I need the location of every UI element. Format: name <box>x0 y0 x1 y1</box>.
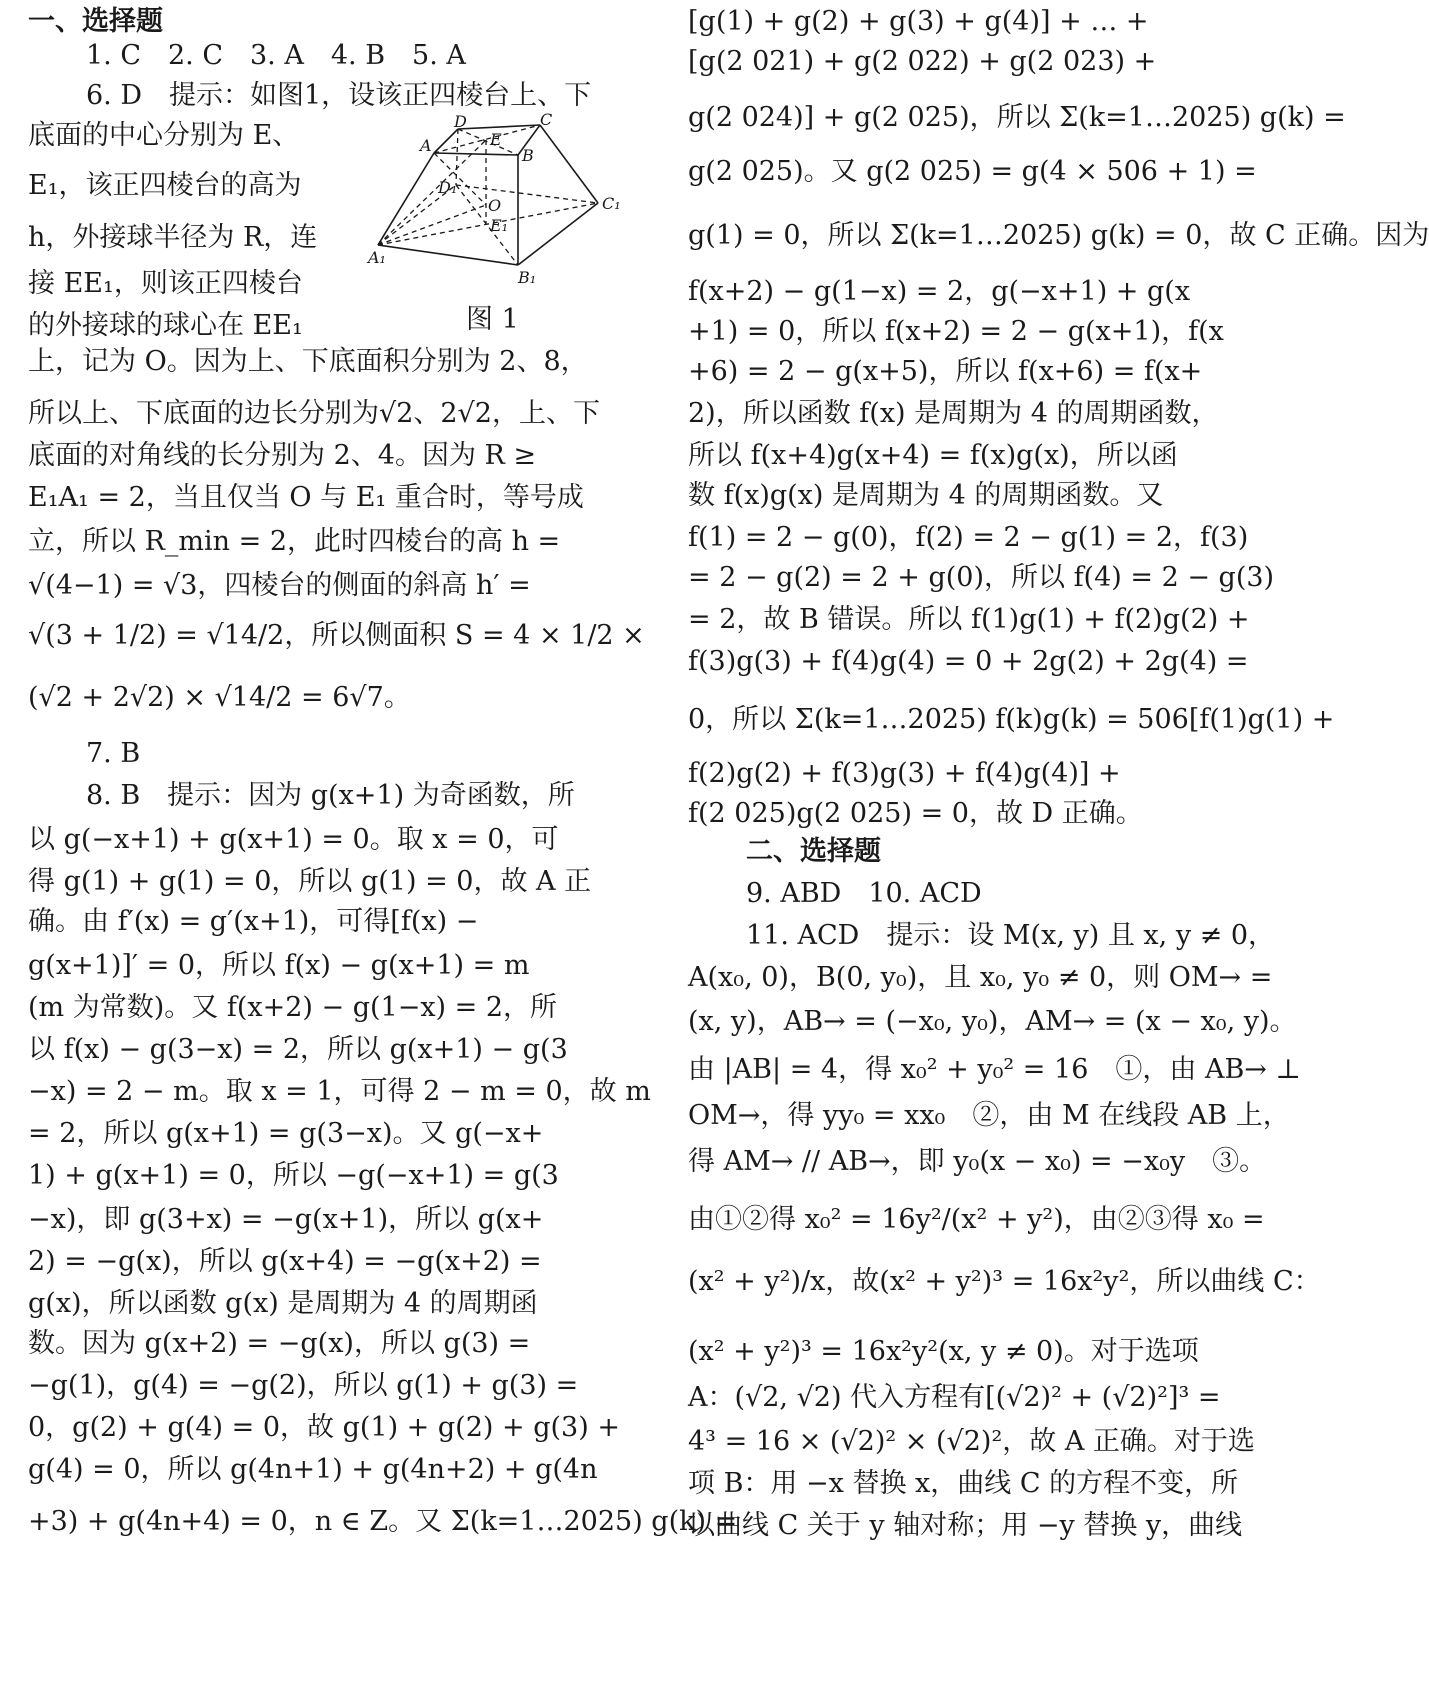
text-line: +1) = 0，所以 f(x+2) = 2 − g(x+1)，f(x <box>688 316 1224 347</box>
text-line: 11. ACD 提示：设 M(x, y) 且 x, y ≠ 0， <box>746 920 1276 951</box>
text-line: f(3)g(3) + f(4)g(4) = 0 + 2g(2) + 2g(4) = <box>688 646 1249 677</box>
section-heading: 二、选择题 <box>746 836 881 867</box>
vertex-label: E₁ <box>490 216 509 235</box>
section-heading: 一、选择题 <box>28 6 163 37</box>
text-line: 立，所以 R_min = 2，此时四棱台的高 h = <box>28 526 561 557</box>
text-line: E₁，该正四棱台的高为 <box>28 170 302 201</box>
text-line: 所以 f(x+4)g(x+4) = f(x)g(x)，所以函 <box>688 440 1178 471</box>
text-line: (x² + y²)³ = 16x²y²(x, y ≠ 0)。对于选项 <box>688 1336 1199 1367</box>
text-line: 0，g(2) + g(4) = 0，故 g(1) + g(2) + g(3) + <box>28 1412 620 1443</box>
text-line: [g(1) + g(2) + g(3) + g(4)] + … + <box>688 6 1149 37</box>
text-line: 数。因为 g(x+2) = −g(x)，所以 g(3) = <box>28 1328 531 1359</box>
text-line: 以 g(−x+1) + g(x+1) = 0。取 x = 0，可 <box>28 824 559 855</box>
vertex-label: D₁ <box>438 178 458 197</box>
text-line: 2)，所以函数 f(x) 是周期为 4 的周期函数， <box>688 398 1219 429</box>
text-line: E₁A₁ = 2，当且仅当 O 与 E₁ 重合时，等号成 <box>28 482 584 513</box>
text-line: g(2 024)] + g(2 025)，所以 Σ(k=1…2025) g(k) = <box>688 102 1346 133</box>
text-line: 以 f(x) − g(3−x) = 2，所以 g(x+1) − g(3 <box>28 1034 568 1065</box>
text-line: 所以上、下底面的边长分别为√2、2√2，上、下 <box>28 398 600 429</box>
text-line: f(x+2) − g(1−x) = 2，g(−x+1) + g(x <box>688 276 1191 307</box>
text-line: (x² + y²)/x，故(x² + y²)³ = 16x²y²，所以曲线 C： <box>688 1266 1321 1297</box>
text-line: 4³ = 16 × (√2)² × (√2)²，故 A 正确。对于选 <box>688 1426 1255 1457</box>
text-line: 2) = −g(x)，所以 g(x+4) = −g(x+2) = <box>28 1246 542 1277</box>
text-line: f(1) = 2 − g(0)，f(2) = 2 − g(1) = 2，f(3) <box>688 522 1249 553</box>
text-line: 数 f(x)g(x) 是周期为 4 的周期函数。又 <box>688 480 1164 511</box>
text-line: 由 |AB| = 4，得 x₀² + y₀² = 16 ①，由 AB→ ⊥ <box>688 1054 1301 1085</box>
text-line: OM→，得 yy₀ = xx₀ ②，由 M 在线段 AB 上， <box>688 1100 1290 1131</box>
text-line: √(4−1) = √3，四棱台的侧面的斜高 h′ = <box>28 570 531 601</box>
text-line: 8. B 提示：因为 g(x+1) 为奇函数，所 <box>86 780 575 811</box>
text-line: 9. ABD 10. ACD <box>746 878 982 909</box>
text-line: 0，所以 Σ(k=1…2025) f(k)g(k) = 506[f(1)g(1) + <box>688 704 1335 735</box>
text-line: h，外接球半径为 R，连 <box>28 222 318 253</box>
text-line: g(1) = 0，所以 Σ(k=1…2025) g(k) = 0，故 C 正确。因为 <box>688 220 1429 251</box>
text-line: g(x+1)]′ = 0，所以 f(x) − g(x+1) = m <box>28 950 530 981</box>
text-line: 底面的对角线的长分别为 2、4。因为 R ≥ <box>28 440 537 471</box>
text-line: 确。由 f′(x) = g′(x+1)，可得[f(x) − <box>28 906 479 937</box>
figure-caption: 图 1 <box>466 304 519 335</box>
text-line: g(x)，所以函数 g(x) 是周期为 4 的周期函 <box>28 1288 538 1319</box>
text-line: f(2 025)g(2 025) = 0，故 D 正确。 <box>688 798 1143 829</box>
frustum-diagram <box>368 110 628 295</box>
vertex-label: O <box>488 196 502 215</box>
text-line: g(4) = 0，所以 g(4n+1) + g(4n+2) + g(4n <box>28 1454 598 1485</box>
text-line: 底面的中心分别为 E、 <box>28 120 300 151</box>
text-line: f(2)g(2) + f(3)g(3) + f(4)g(4)] + <box>688 758 1121 789</box>
vertex-label: E <box>490 130 502 149</box>
text-line: 1) + g(x+1) = 0，所以 −g(−x+1) = g(3 <box>28 1160 559 1191</box>
text-line: 1. C 2. C 3. A 4. B 5. A <box>86 40 466 71</box>
vertex-label: B <box>522 146 534 165</box>
text-line: (x, y)，AB→ = (−x₀, y₀)，AM→ = (x − x₀, y)。 <box>688 1006 1297 1037</box>
text-line: = 2 − g(2) = 2 + g(0)，所以 f(4) = 2 − g(3) <box>688 562 1275 593</box>
text-line: = 2，故 B 错误。所以 f(1)g(1) + f(2)g(2) + <box>688 604 1250 635</box>
text-line: +3) + g(4n+4) = 0，n ∈ Z。又 Σ(k=1…2025) g(k) = <box>28 1506 738 1537</box>
text-line: [g(2 021) + g(2 022) + g(2 023) + <box>688 46 1157 77</box>
text-line: 6. D 提示：如图1，设该正四棱台上、下 <box>86 80 592 111</box>
text-line: 上，记为 O。因为上、下底面积分别为 2、8， <box>28 346 588 377</box>
text-line: √(3 + 1/2) = √14/2，所以侧面积 S = 4 × 1/2 × <box>28 620 645 651</box>
text-line: 7. B <box>86 738 141 769</box>
vertex-label: B₁ <box>518 268 537 287</box>
text-line: A：(√2, √2) 代入方程有[(√2)² + (√2)²]³ = <box>688 1382 1221 1413</box>
text-line: g(2 025)。又 g(2 025) = g(4 × 506 + 1) = <box>688 156 1257 187</box>
vertex-label: C₁ <box>602 194 621 213</box>
text-line: 得 g(1) + g(1) = 0，所以 g(1) = 0，故 A 正 <box>28 866 592 897</box>
frustum-figure <box>368 110 628 335</box>
text-line: 以曲线 C 关于 y 轴对称；用 −y 替换 y，曲线 <box>688 1510 1243 1541</box>
text-line: 的外接球的球心在 EE₁ <box>28 310 303 341</box>
text-line: = 2，所以 g(x+1) = g(3−x)。又 g(−x+ <box>28 1118 544 1149</box>
text-line: −x)，即 g(3+x) = −g(x+1)，所以 g(x+ <box>28 1204 544 1235</box>
text-line: A(x₀, 0)，B(0, y₀)，且 x₀, y₀ ≠ 0，则 OM→ = <box>688 962 1273 993</box>
vertex-label: C <box>540 110 553 129</box>
text-line: 得 AM→ // AB→，即 y₀(x − x₀) = −x₀y ③。 <box>688 1146 1267 1177</box>
text-line: −x) = 2 − m。取 x = 1，可得 2 − m = 0，故 m <box>28 1076 651 1107</box>
vertex-label: A <box>420 136 432 155</box>
text-line: 由①②得 x₀² = 16y²/(x² + y²)，由②③得 x₀ = <box>688 1204 1265 1235</box>
text-line: −g(1)，g(4) = −g(2)，所以 g(1) + g(3) = <box>28 1370 579 1401</box>
text-line: +6) = 2 − g(x+5)，所以 f(x+6) = f(x+ <box>688 356 1203 387</box>
vertex-label: A₁ <box>368 248 386 267</box>
text-line: (m 为常数)。又 f(x+2) − g(1−x) = 2，所 <box>28 992 558 1023</box>
vertex-label: D <box>454 112 467 131</box>
text-line: 项 B：用 −x 替换 x，曲线 C 的方程不变，所 <box>688 1468 1239 1499</box>
text-line: 接 EE₁，则该正四棱台 <box>28 268 303 299</box>
text-line: (√2 + 2√2) × √14/2 = 6√7。 <box>28 682 411 713</box>
